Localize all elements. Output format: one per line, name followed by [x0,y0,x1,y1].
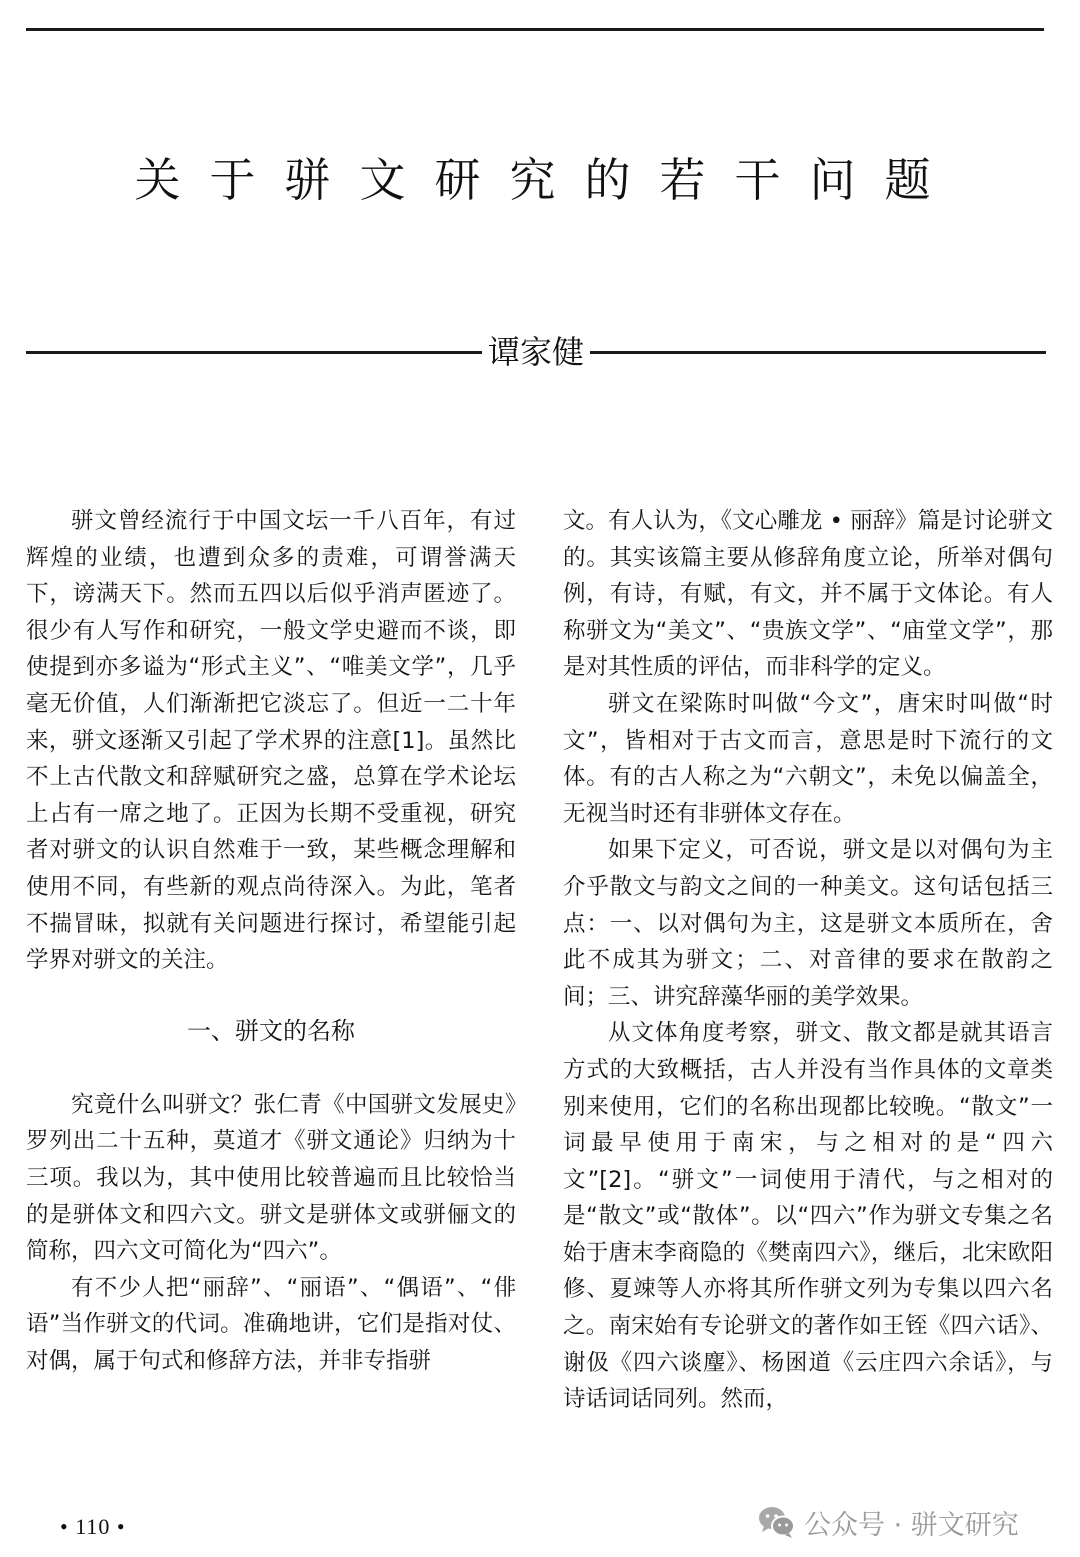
top-rule [26,28,1044,31]
author-byline [26,330,1046,374]
body-paragraph: 从文体角度考察，骈文、散文都是就其语言方式的大致概括，古人并没有当作具体的文章类别来使用，它们的名称出现都比较晚。“散文”一词最早使用于南宋，与之相对的是“四六文”[2]。“骈文”一词使用于清代，与之相对的是“散文”或“散体”。以“四六”作为骈文专集之名始于唐末李商隐的《樊南四六》，继后，北宋欧阳修、夏竦等人亦将其所作骈文列为专集以四六名之。南宋始有专论骈文的著作如王铚《四六话》、谢伋《四六谈麈》、杨囦道《云庄四六余话》，与诗话词话同列。然而， [563,1020,1053,1413]
body-paragraph: 如果下定义，可否说，骈文是以对偶句为主介乎散文与韵文之间的一种美文。这句话包括三点：一、以对偶句为主，这是骈文本质所在，舍此不成其为骈文；二、对音律的要求在散韵之间；三、讲究辞藻华丽的美学效果。 [563,837,1053,1010]
author-name: 谭家健 [488,333,585,371]
author-rule-right [590,351,1046,354]
continued-paragraph: 文。有人认为，《文心雕龙 • 丽辞》篇是讨论骈文的。其实该篇主要从修辞角度立论，所举对偶句例，有诗，有赋，有文，并不属于文体论。有人称骈文为“美文”、“贵族文学”、“庙堂文学”，那是对其性质的评估，而非科学的定义。 [563,508,1053,681]
body-paragraph: 有不少人把“丽辞”、“丽语”、“偶语”、“俳语”当作骈文的代词。准确地讲，它们是指对仗、对偶，属于句式和修辞方法，并非专指骈 [26,1274,516,1374]
article-title: 关于骈文研究的若干问题 [134,153,960,207]
intro-paragraph: 骈文曾经流行于中国文坛一千八百年，有过辉煌的业绩，也遭到众多的责难，可谓誉满天下，谤满天下。然而五四以后似乎消声匿迹了。很少有人写作和研究，一般文学史避而不谈，即使提到亦多谥为“形式主义”、“唯美文学”，几乎毫无价值，人们渐渐把它淡忘了。但近一二十年来，骈文逐渐又引起了学术界的注意[1]。虽然比不上古代散文和辞赋研究之盛，总算在学术论坛上占有一席之地了。正因为长期不受重视，研究者对骈文的认识自然难于一致，某些概念理解和使用不同，有些新的观点尚待深入。为此，笔者不揣冒昧，拟就有关问题进行探讨，希望能引起学界对骈文的关注。 [26,508,516,974]
watermark [758,1500,1019,1544]
watermark-text: 公众号 · 骈文研究 [804,1509,1019,1541]
body-paragraph: 骈文在梁陈时叫做“今文”，唐宋时叫做“时文”，皆相对于古文而言，意思是时下流行的文体。有的古人称之为“六朝文”，未免以偏盖全，无视当时还有非骈体文存在。 [563,690,1053,827]
wechat-icon [758,1505,796,1539]
page-number: • 110 • [60,1514,126,1539]
left-column [26,503,516,1379]
section-heading: 一、骈文的名称 [187,1016,355,1045]
right-column [563,503,1053,1418]
author-rule-left [26,351,482,354]
body-paragraph: 究竟什么叫骈文？张仁青《中国骈文发展史》罗列出二十五种，莫道才《骈文通论》归纳为十三项。我以为，其中使用比较普遍而且比较恰当的是骈体文和四六文。骈文是骈体文或骈俪文的简称，四六文可简化为“四六”。 [26,1091,516,1265]
